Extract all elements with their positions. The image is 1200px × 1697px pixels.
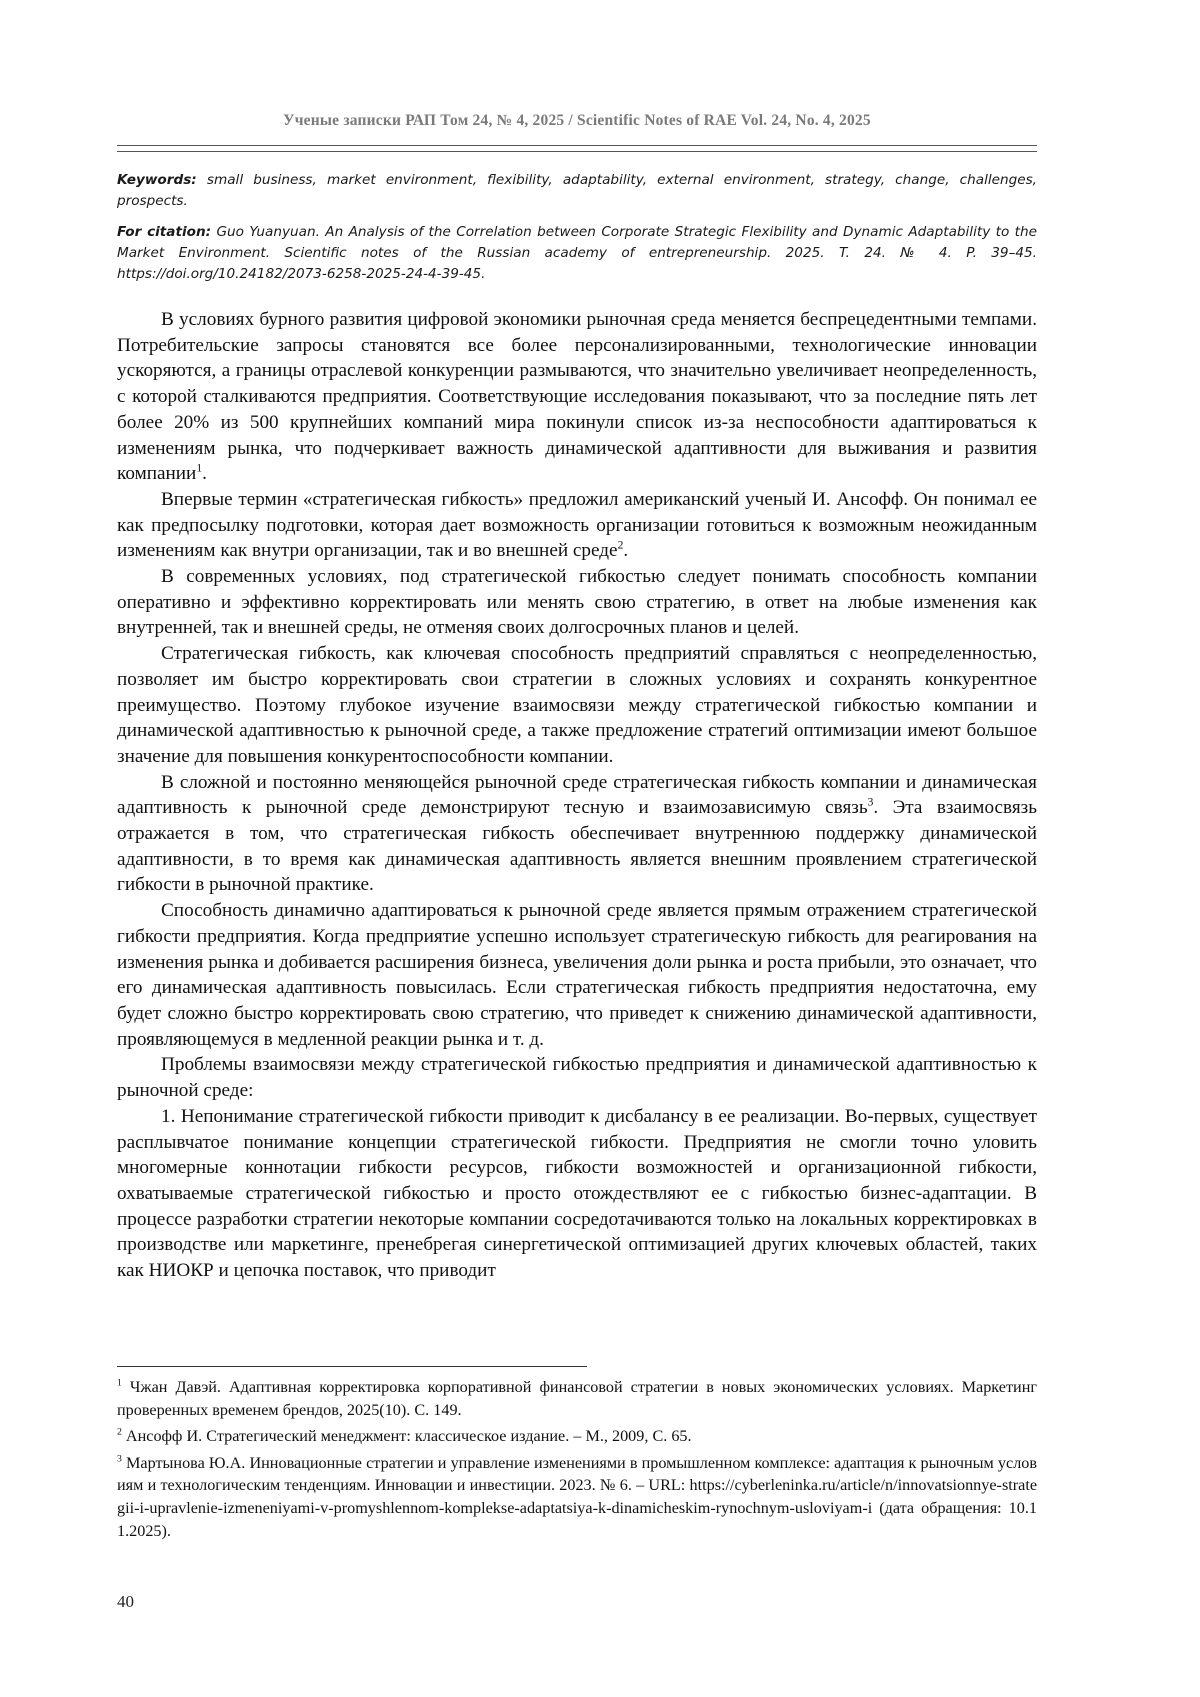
- paragraph-1: В условиях бурного развития цифровой экономики рыночная среда меняется беспрецедентными темпами. Потребительские запросы становятся все более персонализированными, технологические инновации ускоряются, а границы отраслевой конкуренции размываются, что значительно увеличивает неопределенность, с которой сталкиваются предприятия. Соответствующие исследования показывают, что за последние пять лет более 20% из 500 крупнейших компаний мира покинули список из-за неспособности адаптироваться к изменениям рынка, что подчеркивает важность динамической адаптивности для выживания и развития компании$^1$.: [117, 309, 1037, 485]
- citation-label: For citation:: [117, 224, 212, 240]
- paragraph-7: Проблемы взаимосвязи между стратегической гибкостью предприятия и динамической адаптивностью к рыночной среде:: [117, 1054, 1037, 1102]
- paragraph-3: В современных условиях, под стратегической гибкостью следует понимать способность компании оперативно и эффективно корректировать или менять свою стратегию, в ответ на любые изменения как внутренней, так и внешней среды, не отменяя своих долгосрочных планов и целей.: [117, 566, 1037, 639]
- page-number: 40: [117, 1592, 134, 1611]
- paragraph-8: 1. Непонимание стратегической гибкости приводит к дисбалансу в ее реализации. Во-первых, существует расплывчатое понимание концепции стратегической гибкости. Предприятия не смогли точно уловить многомерные коннотации гибкости ресурсов, гибкости возможностей и организационной гибкости, охватываемые стратегической гибкостью и просто отождествляют ее с гибкостью бизнес-адаптации. В процессе разработки стратегии некоторые компании сосредотачиваются только на локальных корректировках в производстве или маркетинге, пренебрегая синергетической оптимизацией других ключевых областей, таких как НИОКР и цепочка поставок, что приводит: [117, 1105, 1037, 1282]
- keywords-label: Keywords:: [117, 172, 197, 188]
- citation-text: Guo Yuanyuan. An Analysis of the Correlation between Corporate Strategic Flexibility and Dynamic Adaptability to the Market Environment. Scientific notes of the Russian academy of entrepreneurship. 2025. T. 24. № 4. P. 39–45. https://doi.org/10.24182/2073-6258-2025-24-4-39-45.: [117, 224, 1037, 282]
- paragraph-2: Впервые термин «стратегическая гибкость» предложил американский ученый И. Ансофф. Он понимал ее как предпосылку подготовки, которая дает возможность организации готовиться к возможным неожиданным изменениям как внутри организации, так и во внешней среде$^2$.: [117, 488, 1037, 562]
- paragraph-4: Стратегическая гибкость, как ключевая способность предприятий справляться с неопределенностью, позволяет им быстро корректировать свои стратегии в сложных условиях и сохранять конкурентное преимущество. Поэтому глубокое изучение взаимосвязи между стратегической гибкостью компании и динамической адаптивностью к рыночной среде, а также предложение стратегий оптимизации имеют большое значение для повышения конкурентоспособности компании.: [117, 643, 1037, 767]
- footnote-ref-2[interactable]: 2: [617, 539, 624, 552]
- footnote-ref-1[interactable]: 1: [196, 462, 203, 475]
- keywords-text: small business, market environment, flexibility, adaptability, external environment, strategy, change, challenges, prospects.: [117, 172, 1038, 209]
- citation-block: [117, 222, 1037, 285]
- header-rule-bottom: [117, 151, 1037, 152]
- footnote-separator: [117, 1366, 587, 1367]
- paragraph-6: Способность динамично адаптироваться к рыночной среде является прямым отражением стратегической гибкости предприятия. Когда предприятие успешно использует стратегическую гибкость для реагирования на изменения рынка и добивается расширения бизнеса, увеличения доли рынка и роста прибыли, это означает, что его динамическая адаптивность повысилась. Если стратегическая гибкость предприятия недостаточна, ему будет сложно быстро корректировать свою стратегию, что приведет к снижению динамической адаптивности, проявляющемуся в медленной реакции рынка и т. д.: [117, 900, 1037, 1050]
- footnote-3: $^3$ Мартынова Ю.А. Инновационные стратегии и управление изменениями в промышленном комплексе: адаптация к рыночным условиям и технологическим тенденциям. Инновации и инвестиции. 2023. № 6. – URL: https://cyberleninka.ru/article/n/innovatsionnye-strategii-i-upravlenie-izmeneniyami-v-promyshlennom-komplekse-adaptatsiya-k-dinamicheskim-rynochnym-usloviyam-i (дата обращения: 10.11.2025).: [117, 1453, 1038, 1540]
- header-rule-top: [117, 145, 1037, 146]
- running-header: Ученые записки РАП Том 24, № 4, 2025 / Scientific Notes of RAE Vol. 24, No. 4, 2025: [283, 112, 871, 129]
- footnote-2: $^2$ Ансофф И. Стратегический менеджмент: классическое издание. – М., 2009, С. 65.: [117, 1426, 692, 1446]
- footnotes: [117, 1376, 1037, 1546]
- footnote-1: $^1$ Чжан Давэй. Адаптивная корректировка корпоративной финансовой стратегии в новых экономических условиях. Маркетинг проверенных временем брендов, 2025(10). С. 149.: [117, 1377, 1037, 1419]
- keywords-block: [117, 170, 1037, 212]
- paragraph-5: В сложной и постоянно меняющейся рыночной среде стратегическая гибкость компании и динамическая адаптивность к рыночной среде демонстрируют тесную и взаимозависимую связь$^3$. Эта взаимосвязь отражается в том, что стратегическая гибкость обеспечивает внутреннюю поддержку динамической адаптивности, в то время как динамическая адаптивность является внешним проявлением стратегической гибкости в рыночной практике.: [117, 771, 1037, 896]
- article-body: [117, 307, 1037, 1284]
- footnote-ref-3[interactable]: 3: [867, 796, 874, 809]
